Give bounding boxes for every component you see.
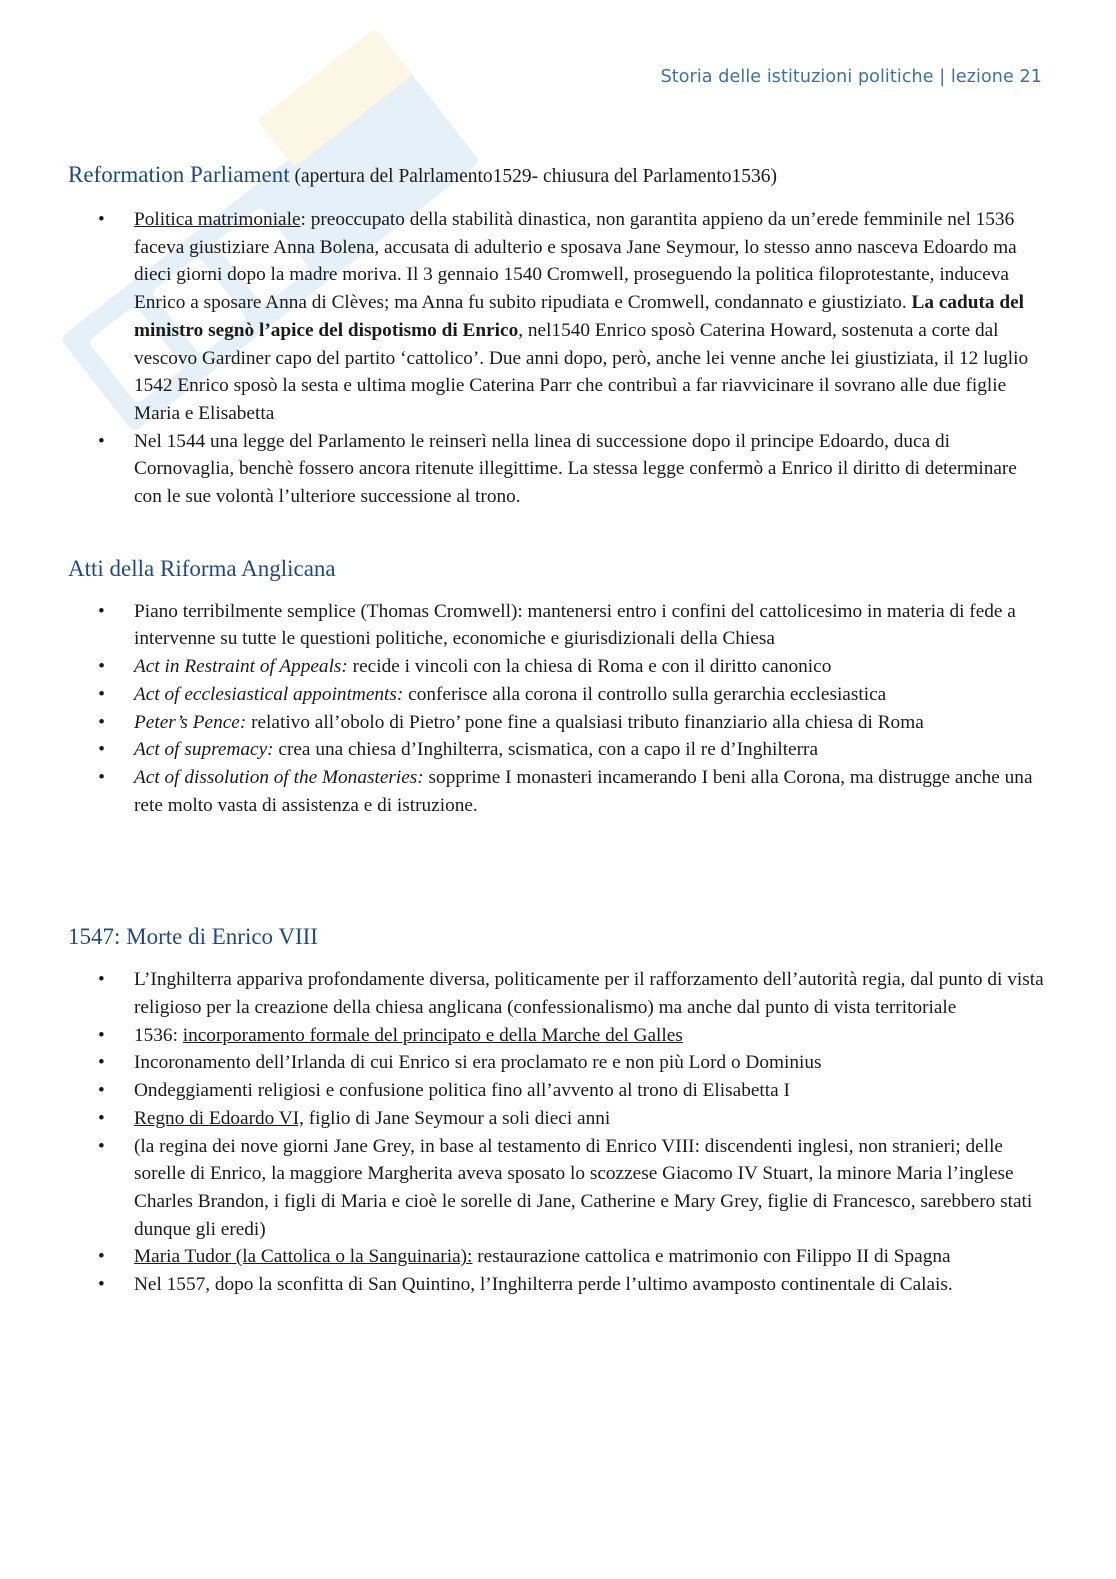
bullet-icon: • [98, 1135, 105, 1157]
list-item [68, 1133, 1048, 1244]
item-text: L’Inghilterra appariva profondamente diversa, politicamente per il rafforzamento dell’autorità regia, dal punto di vista religioso per la creazione della chiesa anglicana (confessionalismo) ma anche dal punto di vista territoriale [134, 969, 1044, 1019]
item-text: : preoccupato della stabilità dinastica, non garantita appieno da un’erede femminile nel 1536 faceva giustiziare Anna Bolena, accusata di adulterio e sposava Jane Seymour, lo stesso anno nasceva Edoardo ma dieci giorni dopo la madre moriva. Il 3 gennaio 1540 Cromwell, proseguendo la politica filoprotestante, induceva Enrico a sposare Anna di Clèves; ma Anna fu subito ripudiata e Cromwell, condannato e giustiziato. [134, 209, 1017, 314]
item-lead: incorporamento formale del principato e della Marche del Galles [182, 1024, 683, 1046]
section-heading: Atti della Riforma Anglicana [68, 555, 336, 581]
item-text: Ondeggiamenti religiosi e confusione politica fino all’avvento al trono di Elisabetta I [134, 1080, 790, 1102]
list-item [68, 653, 1048, 681]
list-item [68, 1022, 1048, 1050]
item-text: , nel1540 Enrico sposò Caterina Howard, sostenuta a corte dal vescovo Gardiner capo del partito ‘cattolico’. Due anni dopo, però, anche lei venne anche lei giustiziata, il 12 luglio 1542 Enrico sposò la sesta e ultima moglie Caterina Parr che contribuì a far riavvicinare il sovrano alle due figlie Maria e Elisabetta [134, 319, 1029, 424]
item-text: restaurazione cattolica e matrimonio con Filippo II di Spagna [472, 1246, 951, 1268]
heading-title: Reformation Parliament [68, 162, 290, 187]
item-lead: Act of dissolution of the Monasteries: [134, 766, 424, 788]
bullet-icon: • [98, 711, 105, 733]
item-text: figlio di Jane Seymour a soli dieci anni [303, 1107, 611, 1129]
bullet-icon: • [98, 656, 105, 678]
item-text: Incoronamento dell’Irlanda di cui Enrico si era proclamato re e non più Lord o Dominius [134, 1052, 822, 1074]
bullet-list [68, 966, 1048, 1298]
bullet-icon: • [98, 1080, 105, 1102]
item-lead: Act of ecclesiastical appointments: [134, 683, 404, 705]
item-text: sopprime I monasteri incamerando I beni alla Corona, ma distrugge anche una rete molto vasta di assistenza e di istruzione. [134, 766, 1033, 816]
list-item [68, 1243, 1048, 1271]
item-text: Nel 1544 una legge del Parlamento le reinserì nella linea di successione dopo il principe Edoardo, duca di Cornovaglia, benchè fossero ancora ritenute illegittime. La stessa legge confermò a Enrico il diritto di determinare con le sue volontà l’ulteriore successione al trono. [134, 430, 1017, 508]
list-item [68, 764, 1048, 819]
running-header: Storia delle istituzioni politiche | lezione 21 [660, 67, 1042, 87]
bullet-icon: • [98, 1107, 105, 1129]
bullet-icon: • [98, 209, 105, 230]
item-lead: Regno di Edoardo VI, [134, 1107, 304, 1129]
section-heading [68, 160, 1048, 192]
section-heading: 1547: Morte di Enrico VIII [68, 924, 318, 950]
document-body [68, 160, 1048, 1299]
list-item [68, 1105, 1048, 1133]
item-text: recide i vincoli con la chiesa di Roma e con il diritto canonico [347, 656, 832, 678]
list-item [68, 206, 1048, 428]
section-atti-riforma [68, 554, 1048, 820]
item-text: relativo all’obolo di Pietro’ pone fine a qualsiasi tributo finanziario alla chiesa di Roma [246, 711, 924, 733]
item-pre: 1536: [134, 1024, 183, 1046]
list-item [68, 1077, 1048, 1105]
list-item [68, 681, 1048, 709]
item-lead: Politica matrimoniale [134, 209, 301, 230]
item-lead: Act of supremacy: [134, 739, 274, 761]
item-text: Nel 1557, dopo la sconfitta di San Quintino, l’Inghilterra perde l’ultimo avamposto continentale di Calais. [134, 1274, 953, 1296]
bullet-icon: • [98, 1246, 105, 1268]
bullet-icon: • [98, 683, 105, 705]
bullet-icon: • [98, 600, 105, 622]
bullet-icon: • [98, 766, 105, 788]
section-morte-enrico [68, 922, 1048, 1298]
list-item [68, 966, 1048, 1021]
section-reformation-parliament [68, 160, 1048, 511]
item-lead: Act in Restraint of Appeals: [134, 656, 348, 678]
bullet-list [68, 206, 1048, 511]
item-text: conferisce alla corona il controllo sulla gerarchia ecclesiastica [403, 683, 887, 705]
heading-subtitle: (apertura del Palrlamento1529- chiusura del Parlamento1536) [289, 166, 777, 187]
list-item [68, 1049, 1048, 1077]
bullet-icon: • [98, 1052, 105, 1074]
item-lead: Maria Tudor (la Cattolica o la Sanguinaria): [134, 1246, 473, 1268]
bullet-icon: • [98, 969, 105, 991]
bullet-icon: • [98, 739, 105, 761]
list-item [68, 428, 1048, 511]
list-item [68, 709, 1048, 737]
item-bold: La caduta del ministro segnò l’apice del dispotismo di Enrico [134, 292, 1024, 341]
item-text: (la regina dei nove giorni Jane Grey, in base al testamento di Enrico VIII: discendenti inglesi, non stranieri; delle sorelle di Enrico, la maggiore Margherita aveva sposato lo scozzese Giacomo IV Stuart, la minore Maria l’inglese Charles Brandon, i figli di Maria e cioè le sorelle di Jane, Catherine e Mary Grey, figlie di Francesco, sarebbero stati dunque gli eredi) [134, 1135, 1033, 1240]
bullet-icon: • [98, 430, 105, 452]
bullet-icon: • [98, 1274, 105, 1296]
bullet-list [68, 598, 1048, 820]
item-lead: Peter’s Pence: [134, 711, 247, 733]
item-text: crea una chiesa d’Inghilterra, scismatica, con a capo il re d’Inghilterra [273, 739, 819, 761]
bullet-icon: • [98, 1024, 105, 1046]
list-item [68, 598, 1048, 653]
list-item [68, 1271, 1048, 1299]
list-item [68, 736, 1048, 764]
item-text: Piano terribilmente semplice (Thomas Cromwell): mantenersi entro i confini del cattolicesimo in materia di fede a intervenne su tutte le questioni politiche, economiche e giurisdizionali della Chiesa [134, 600, 1016, 650]
